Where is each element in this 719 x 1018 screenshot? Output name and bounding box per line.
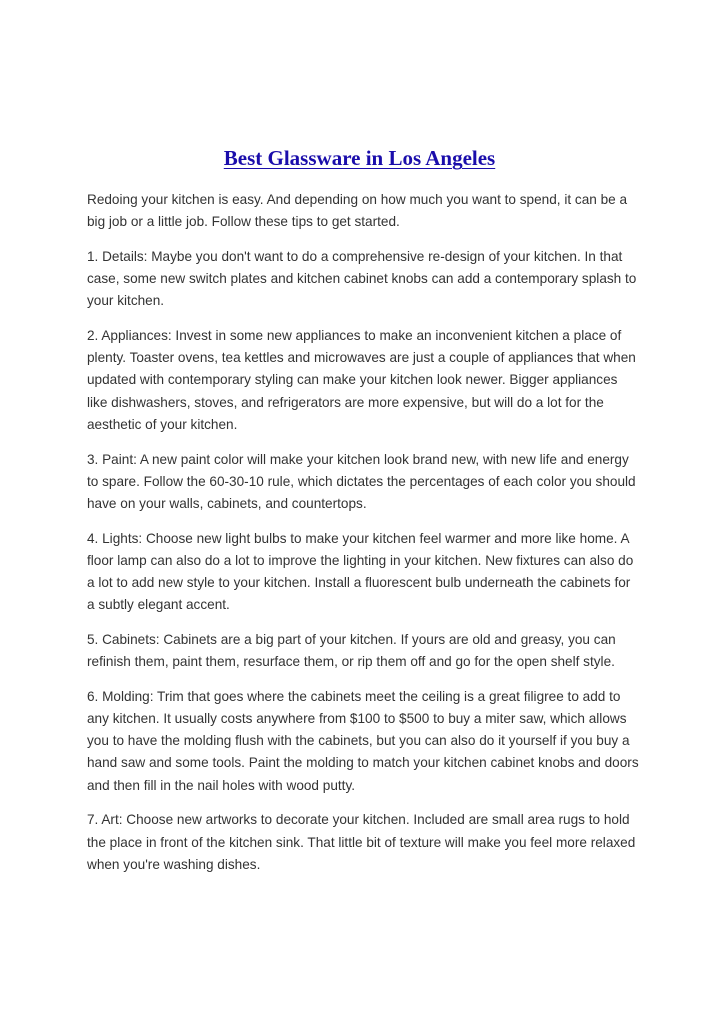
- tip-appliances-paragraph: 2. Appliances: Invest in some new appliances to make an inconvenient kitchen a place of plenty. Toaster ovens, tea kettles and microwaves are just a couple of appliances that when updated with contemporary styling can make your kitchen look newer. Bigger appliances like dishwashers, stoves, and refrigerators are more expensive, but will do a lot for the aesthetic of your kitchen.: [87, 328, 636, 432]
- tip-molding-paragraph: 6. Molding: Trim that goes where the cabinets meet the ceiling is a great filigree to add to any kitchen. It usually costs anywhere from $100 to $500 to buy a miter saw, which allows you to have the molding flush with the cabinets, but you can also do it yourself if you buy a hand saw and some tools. Paint the molding to match your kitchen cabinet knobs and doors and then fill in the nail holes with wood putty.: [87, 688, 639, 793]
- article-body: [87, 189, 639, 888]
- tip-paint-paragraph: 3. Paint: A new paint color will make your kitchen look brand new, with new life and energy to spare. Follow the 60-30-10 rule, which dictates the percentages of each color you should have on your walls, cabinets, and countertops.: [87, 451, 636, 511]
- intro-paragraph: Redoing your kitchen is easy. And depending on how much you want to spend, it can be a big job or a little job. Follow these tips to get started.: [87, 192, 628, 230]
- page-title-link[interactable]: Best Glassware in Los Angeles: [223, 146, 496, 170]
- tip-details-paragraph: 1. Details: Maybe you don't want to do a comprehensive re-design of your kitchen. In that case, some new switch plates and kitchen cabinet knobs can add a contemporary splash to your kitchen.: [87, 248, 637, 309]
- tip-art-paragraph: 7. Art: Choose new artworks to decorate your kitchen. Included are small area rugs to hold the place in front of the kitchen sink. That little bit of texture will make you feel more relaxed when you're washing dishes.: [87, 812, 636, 872]
- tip-cabinets-paragraph: 5. Cabinets: Cabinets are a big part of your kitchen. If yours are old and greasy, you can refinish them, paint them, resurface them, or rip them off and go for the open shelf style.: [87, 631, 616, 670]
- tip-lights-paragraph: 4. Lights: Choose new light bulbs to make your kitchen feel warmer and more like home. A floor lamp can also do a lot to improve the lighting in your kitchen. New fixtures can also do a lot to add new style to your kitchen. Install a fluorescent bulb underneath the cabinets for a subtly elegant accent.: [87, 530, 634, 613]
